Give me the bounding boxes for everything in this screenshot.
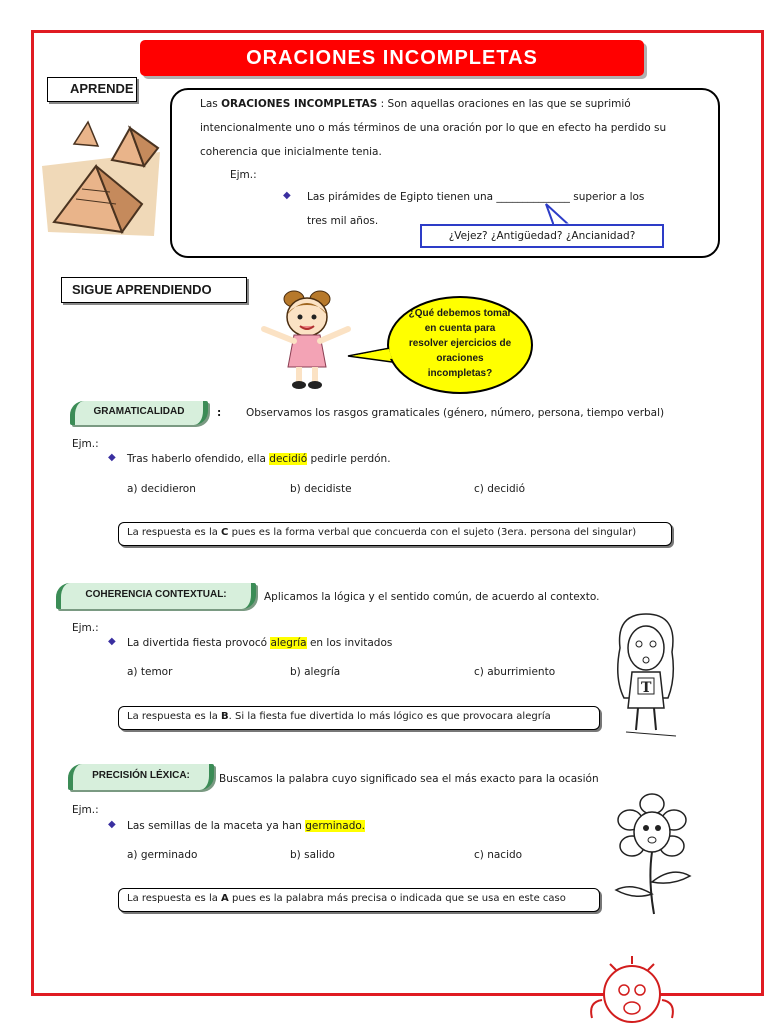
highlighted-word: alegría xyxy=(270,637,307,649)
option-c: c) aburrimiento xyxy=(474,666,556,678)
highlighted-word: decidió xyxy=(269,453,308,465)
example-sentence: La divertida fiesta provocó alegría en los invitados xyxy=(127,637,393,649)
tag-coherencia-contextual: COHERENCIA CONTEXTUAL: xyxy=(56,583,256,609)
option-b: b) salido xyxy=(290,849,335,861)
flower-illustration xyxy=(606,790,706,920)
diamond-bullet-icon: ◆ xyxy=(108,819,116,830)
pyramids-illustration xyxy=(36,104,166,244)
definition-term: ORACIONES INCOMPLETAS xyxy=(221,98,378,110)
option-c: c) nacido xyxy=(474,849,523,861)
answer-box: La respuesta es la A pues es la palabra más precisa o indicada que se usa en este caso xyxy=(118,888,600,912)
tag-gramaticalidad: GRAMATICALIDAD xyxy=(70,401,208,425)
option-b: b) decidiste xyxy=(290,483,352,495)
option-b: b) alegría xyxy=(290,666,341,678)
aprende-label: APRENDE xyxy=(47,77,137,102)
diamond-bullet-icon: ◆ xyxy=(108,636,116,647)
gramaticalidad-description: Observamos los rasgos gramaticales (género, número, persona, tiempo verbal) xyxy=(246,407,665,419)
gramaticalidad-colon: : xyxy=(217,407,222,419)
svg-text:T: T xyxy=(641,680,652,696)
example-label: Ejm.: xyxy=(230,169,257,181)
example-sentence: Las semillas de la maceta ya han germinado. xyxy=(127,820,365,832)
diamond-bullet-icon: ◆ xyxy=(108,452,116,463)
definition-line3: coherencia que inicialmente tenia. xyxy=(200,146,382,158)
option-c: c) decidió xyxy=(474,483,526,495)
example-sentence-cont: tres mil años. xyxy=(307,215,379,227)
option-a: a) temor xyxy=(127,666,173,678)
ejm-label: Ejm.: xyxy=(72,622,99,634)
example-sentence: Las pirámides de Egipto tienen una ______________ superior a los xyxy=(307,191,645,203)
highlighted-word: germinado. xyxy=(305,820,365,832)
page-title: ORACIONES INCOMPLETAS xyxy=(140,40,644,76)
definition-line2: intencionalmente uno o más términos de una oración por lo que en efecto ha perdido su xyxy=(200,122,667,134)
red-face-illustration xyxy=(580,950,690,1024)
ejm-label: Ejm.: xyxy=(72,804,99,816)
answer-box: La respuesta es la C pues es la forma verbal que concuerda con el sujeto (3era. persona del singular) xyxy=(118,522,672,546)
option-a: a) decidieron xyxy=(127,483,196,495)
bubble-question-text: ¿Qué debemos tomar en cuenta para resolver ejercicios de oraciones incompletas? xyxy=(408,308,512,379)
example-sentence: Tras haberlo ofendido, ella decidió pedirle perdón. xyxy=(127,453,391,465)
sigue-aprendiendo-label: SIGUE APRENDIENDO xyxy=(61,277,247,303)
option-a: a) germinado xyxy=(127,849,198,861)
ejm-label: Ejm.: xyxy=(72,438,99,450)
precision-description: Buscamos la palabra cuyo significado sea el más exacto para la ocasión xyxy=(219,773,599,785)
tag-precision-lexica: PRECISIÓN LÉXICA: xyxy=(68,764,214,790)
coherencia-description: Aplicamos la lógica y el sentido común, de acuerdo al contexto. xyxy=(264,591,600,603)
answer-box: La respuesta es la B. Si la fiesta fue divertida lo más lógico es que provocara alegría xyxy=(118,706,600,730)
girl-t-shirt-illustration xyxy=(606,608,686,748)
definition-line1: Las ORACIONES INCOMPLETAS : Son aquellas oraciones en las que se suprimió xyxy=(200,98,631,110)
callout-options: ¿Vejez? ¿Antigüedad? ¿Ancianidad? xyxy=(420,224,664,248)
diamond-bullet-icon: ◆ xyxy=(283,190,291,201)
